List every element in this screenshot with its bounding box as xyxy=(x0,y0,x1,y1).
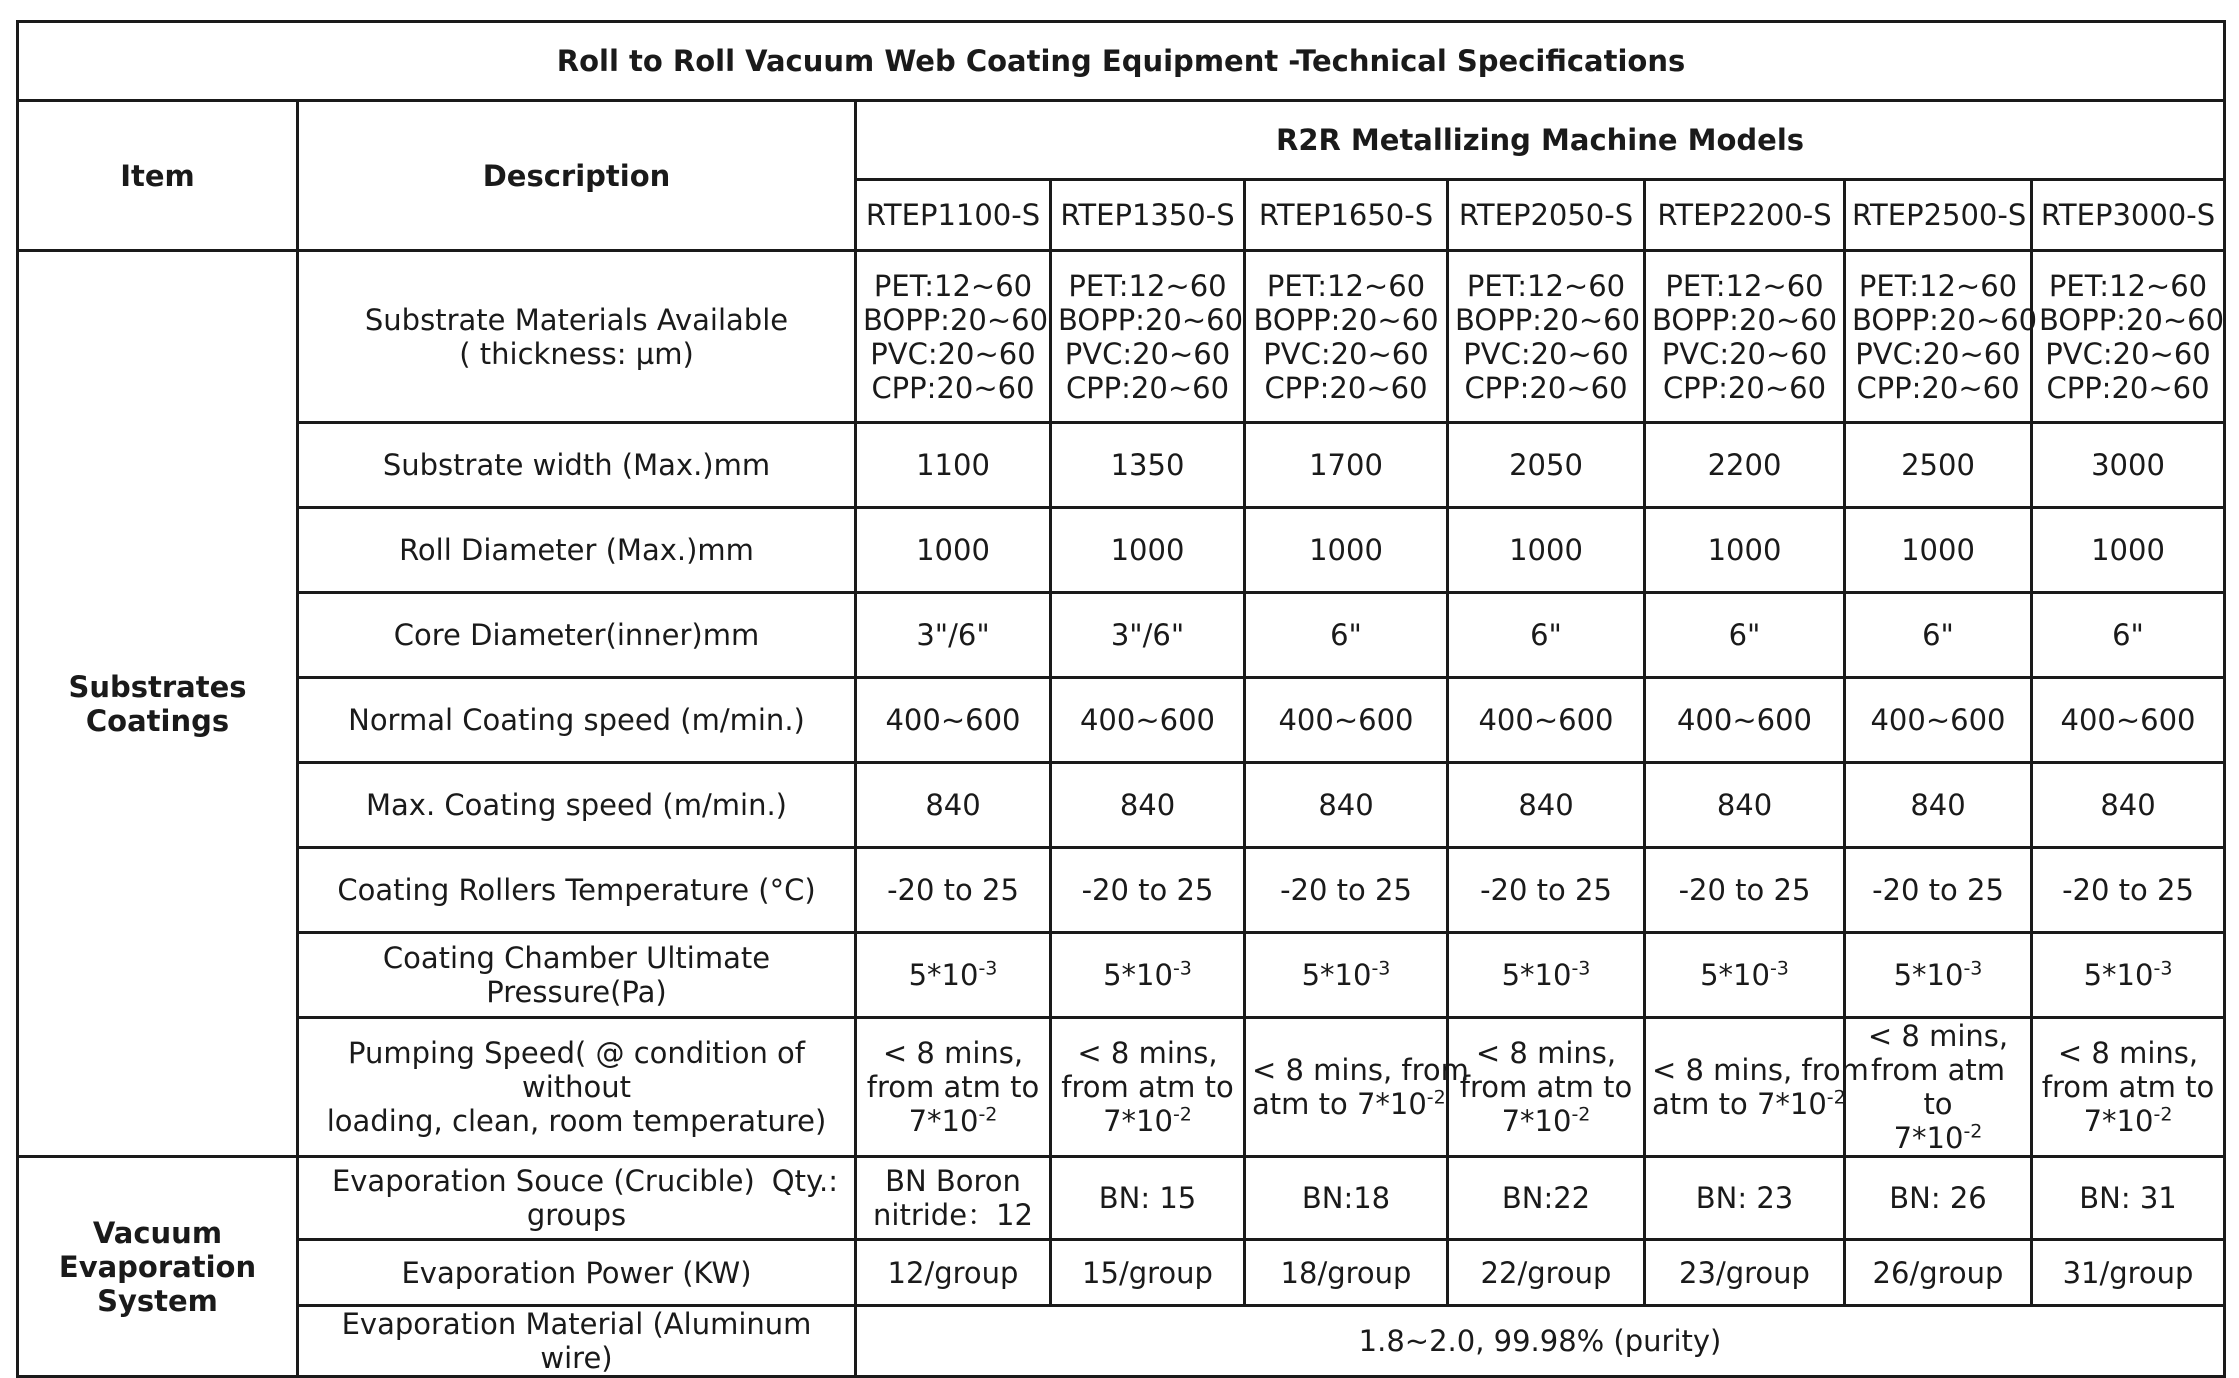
value-cell: 400~600 xyxy=(1245,678,1448,763)
desc-pumping-speed xyxy=(298,1018,856,1157)
model-header: RTEP2200-S xyxy=(1645,180,1845,251)
value-cell: 6" xyxy=(1845,593,2032,678)
value-cell: -20 to 25 xyxy=(1245,848,1448,933)
model-header: RTEP1100-S xyxy=(856,180,1051,251)
pump-line-last xyxy=(1455,1104,1637,1138)
value-cell: 26/group xyxy=(1845,1240,2032,1306)
pump-exponent: -2 xyxy=(2153,1103,2173,1126)
group-label-line: System xyxy=(97,1283,218,1318)
desc-roll-diameter: Roll Diameter (Max.)mm xyxy=(298,508,856,593)
material-line: PET:12~60 xyxy=(1068,268,1227,303)
row-evaporation-source xyxy=(18,1157,2225,1240)
desc-temperature: Coating Rollers Temperature (°C) xyxy=(298,848,856,933)
row-evaporation-power xyxy=(18,1240,2225,1306)
group-label-line: Coatings xyxy=(85,703,230,738)
pumping-cell xyxy=(856,1018,1051,1157)
pressure-base: 5*10 xyxy=(1893,958,1964,992)
value-cell: 400~600 xyxy=(1845,678,2032,763)
value-cell: 6" xyxy=(1448,593,1645,678)
material-line: PET:12~60 xyxy=(1266,268,1426,303)
value-cell: 31/group xyxy=(2032,1240,2225,1306)
group-label-line: Substrates xyxy=(68,669,247,704)
value-cell: BN:18 xyxy=(1245,1157,1448,1240)
pressure-exponent: -3 xyxy=(1963,957,1983,980)
desc-qty-label: Qty.: xyxy=(771,1164,838,1198)
pump-line: < 8 mins, xyxy=(882,1036,1024,1070)
value-cell: -20 to 25 xyxy=(856,848,1051,933)
pressure-cell xyxy=(856,933,1051,1018)
material-line: CPP:20~60 xyxy=(2046,370,2210,405)
spec-sheet xyxy=(16,20,2225,1375)
pump-base: 7*10 xyxy=(2083,1104,2154,1138)
material-line: BOPP:20~60 xyxy=(1852,302,2038,337)
pump-line: < 8 mins, xyxy=(1475,1036,1617,1070)
source-line: BN Boron xyxy=(885,1164,1021,1198)
description-header: Description xyxy=(298,101,856,251)
model-header: RTEP1350-S xyxy=(1051,180,1245,251)
materials-cell xyxy=(1645,251,1845,423)
desc-normal-speed: Normal Coating speed (m/min.) xyxy=(298,678,856,763)
value-cell: 1000 xyxy=(2032,508,2225,593)
pump-line-last xyxy=(1852,1121,2024,1155)
value-cell: 2500 xyxy=(1845,423,2032,508)
value-cell: 6" xyxy=(2032,593,2225,678)
pressure-base: 5*10 xyxy=(1103,958,1173,992)
value-cell: 840 xyxy=(1645,763,1845,848)
pressure-exponent: -3 xyxy=(1172,957,1192,980)
materials-cell xyxy=(1245,251,1448,423)
value-cell: 12/group xyxy=(856,1240,1051,1306)
pressure-exponent: -3 xyxy=(1371,957,1391,980)
group-substrates-coatings xyxy=(18,251,298,1157)
material-line: PVC:20~60 xyxy=(1661,336,1828,371)
pump-line: from atm to xyxy=(1061,1070,1234,1104)
material-line: PET:12~60 xyxy=(873,268,1033,303)
pump-exponent: -2 xyxy=(978,1103,998,1126)
row-width xyxy=(18,423,2225,508)
row-materials xyxy=(18,251,2225,423)
models-title: R2R Metallizing Machine Models xyxy=(856,101,2225,180)
desc-core-diameter: Core Diameter(inner)mm xyxy=(298,593,856,678)
value-cell: 6" xyxy=(1245,593,1448,678)
materials-cell xyxy=(856,251,1051,423)
pump-exponent: -2 xyxy=(1826,1086,1846,1109)
material-line: BOPP:20~60 xyxy=(1455,302,1641,337)
material-line: BOPP:20~60 xyxy=(1253,302,1439,337)
value-cell: 23/group xyxy=(1645,1240,1845,1306)
desc-line-first xyxy=(305,1164,848,1198)
value-cell: 2050 xyxy=(1448,423,1645,508)
row-pressure xyxy=(18,933,2225,1018)
value-cell: 840 xyxy=(1448,763,1645,848)
material-line: BOPP:20~60 xyxy=(2039,302,2225,337)
desc-line: Substrate Materials Available xyxy=(364,302,789,337)
value-cell: 840 xyxy=(2032,763,2225,848)
pressure-base: 5*10 xyxy=(908,958,979,992)
pressure-base: 5*10 xyxy=(1501,958,1572,992)
value-cell: BN: 31 xyxy=(2032,1157,2225,1240)
value-cell: -20 to 25 xyxy=(1448,848,1645,933)
value-cell: 18/group xyxy=(1245,1240,1448,1306)
pump-line-last xyxy=(1252,1086,1446,1121)
value-cell: 840 xyxy=(1051,763,1245,848)
material-line: PVC:20~60 xyxy=(1263,336,1429,371)
material-line: CPP:20~60 xyxy=(1264,370,1428,405)
value-cell: 1000 xyxy=(856,508,1051,593)
material-line: CPP:20~60 xyxy=(871,370,1035,405)
value-cell: 3"/6" xyxy=(856,593,1051,678)
title-row xyxy=(18,22,2225,101)
pumping-cell xyxy=(1845,1018,2032,1157)
pumping-cell xyxy=(1645,1018,1869,1157)
value-cell: 1000 xyxy=(1245,508,1448,593)
material-line: CPP:20~60 xyxy=(1464,370,1628,405)
model-header: RTEP2050-S xyxy=(1448,180,1645,251)
materials-cell xyxy=(1448,251,1645,423)
pump-base: atm to 7*10 xyxy=(1652,1087,1827,1121)
model-header: RTEP1650-S xyxy=(1245,180,1448,251)
desc-evaporation-material: Evaporation Material (Aluminum wire) xyxy=(298,1306,856,1377)
row-roll-diameter xyxy=(18,508,2225,593)
pressure-base: 5*10 xyxy=(2083,958,2154,992)
pump-exponent: -2 xyxy=(1963,1120,1983,1143)
pressure-exponent: -3 xyxy=(2153,957,2173,980)
pump-base: 7*10 xyxy=(908,1104,979,1138)
value-cell: 2200 xyxy=(1645,423,1845,508)
material-line: PVC:20~60 xyxy=(1064,336,1231,371)
group-label-line: Evaporation xyxy=(58,1249,257,1284)
source-line: nitride：12 xyxy=(873,1198,1033,1232)
desc-line: Pumping Speed( @ condition of without xyxy=(348,1036,805,1104)
pump-line-last xyxy=(2039,1104,2217,1138)
group-vacuum-evaporation-system xyxy=(18,1157,298,1377)
pressure-cell xyxy=(1245,933,1448,1018)
desc-line: groups xyxy=(526,1198,627,1232)
value-cell: BN: 15 xyxy=(1051,1157,1245,1240)
value-cell: 3000 xyxy=(2032,423,2225,508)
value-cell: 1100 xyxy=(856,423,1051,508)
value-cell: 6" xyxy=(1645,593,1845,678)
pump-base: 7*10 xyxy=(1103,1104,1173,1138)
pump-base: atm to 7*10 xyxy=(1252,1087,1427,1121)
pumping-cell xyxy=(1245,1018,1469,1157)
pumping-cell xyxy=(2032,1018,2225,1157)
row-max-speed xyxy=(18,763,2225,848)
pump-line: from atm to xyxy=(1459,1070,1633,1104)
pump-exponent: -2 xyxy=(1571,1103,1591,1126)
pump-base: 7*10 xyxy=(1501,1104,1572,1138)
row-normal-speed xyxy=(18,678,2225,763)
model-header: RTEP3000-S xyxy=(2032,180,2225,251)
row-pumping-speed xyxy=(18,1018,2225,1157)
material-line: CPP:20~60 xyxy=(1856,370,2020,405)
pump-line-last xyxy=(1652,1086,1846,1121)
value-cell: -20 to 25 xyxy=(1051,848,1245,933)
row-evaporation-material xyxy=(18,1306,2225,1377)
pump-line: < 8 mins, xyxy=(2057,1036,2199,1070)
material-line: PET:12~60 xyxy=(1665,268,1824,303)
value-cell: 840 xyxy=(1845,763,2032,848)
value-cell: 1350 xyxy=(1051,423,1245,508)
pump-line: from atm to xyxy=(2041,1070,2215,1104)
evaporation-material-value: 1.8~2.0, 99.98% (purity) xyxy=(856,1306,2225,1377)
value-cell xyxy=(856,1157,1051,1240)
pressure-cell xyxy=(1051,933,1245,1018)
value-cell: 1000 xyxy=(1645,508,1845,593)
value-cell: -20 to 25 xyxy=(2032,848,2225,933)
desc-pressure: Coating Chamber Ultimate Pressure(Pa) xyxy=(298,933,856,1018)
desc-evaporation-source xyxy=(298,1157,856,1240)
material-line: PVC:20~60 xyxy=(870,336,1036,371)
pressure-exponent: -3 xyxy=(1769,957,1789,980)
value-cell: 1000 xyxy=(1448,508,1645,593)
value-cell: 400~600 xyxy=(1448,678,1645,763)
desc-line: ( thickness: µm) xyxy=(459,336,694,371)
desc-source-label: Evaporation Souce (Crucible) xyxy=(331,1164,755,1198)
value-cell: 840 xyxy=(856,763,1051,848)
desc-materials xyxy=(298,251,856,423)
desc-max-speed: Max. Coating speed (m/min.) xyxy=(298,763,856,848)
value-cell: BN:22 xyxy=(1448,1157,1645,1240)
value-cell: 400~600 xyxy=(2032,678,2225,763)
pressure-exponent: -3 xyxy=(978,957,998,980)
pump-line-last xyxy=(1058,1104,1237,1138)
pressure-cell xyxy=(1448,933,1645,1018)
value-cell: 400~600 xyxy=(1051,678,1245,763)
pressure-cell xyxy=(1845,933,2032,1018)
materials-cell xyxy=(1845,251,2038,423)
pump-exponent: -2 xyxy=(1172,1103,1192,1126)
pump-line: from atm to xyxy=(1870,1053,2006,1121)
model-header: RTEP2500-S xyxy=(1845,180,2032,251)
header-row-1 xyxy=(18,101,2225,180)
pressure-base: 5*10 xyxy=(1700,958,1770,992)
group-label-line: Vacuum xyxy=(92,1215,223,1250)
material-line: BOPP:20~60 xyxy=(1058,302,1244,337)
value-cell: -20 to 25 xyxy=(1645,848,1845,933)
materials-cell xyxy=(1051,251,1245,423)
pump-line: < 8 mins, from xyxy=(1252,1053,1469,1087)
value-cell: 1000 xyxy=(1845,508,2032,593)
value-cell: 15/group xyxy=(1051,1240,1245,1306)
table-title: Roll to Roll Vacuum Web Coating Equipment -Technical Specifications xyxy=(18,22,2225,101)
value-cell: 400~600 xyxy=(856,678,1051,763)
pressure-base: 5*10 xyxy=(1301,958,1372,992)
pumping-cell xyxy=(1448,1018,1645,1157)
material-line: CPP:20~60 xyxy=(1662,370,1827,405)
row-temperature xyxy=(18,848,2225,933)
material-line: PVC:20~60 xyxy=(2045,336,2211,371)
pump-line-last xyxy=(863,1104,1043,1138)
material-line: BOPP:20~60 xyxy=(1652,302,1838,337)
pump-base: 7*10 xyxy=(1893,1121,1964,1155)
value-cell: 1000 xyxy=(1051,508,1245,593)
value-cell: 22/group xyxy=(1448,1240,1645,1306)
spec-table xyxy=(16,20,2226,1378)
pressure-exponent: -3 xyxy=(1571,957,1591,980)
desc-width: Substrate width (Max.)mm xyxy=(298,423,856,508)
pumping-cell xyxy=(1051,1018,1245,1157)
material-line: PET:12~60 xyxy=(2048,268,2208,303)
pump-line: < 8 mins, xyxy=(1077,1036,1218,1070)
value-cell: -20 to 25 xyxy=(1845,848,2032,933)
material-line: BOPP:20~60 xyxy=(863,302,1049,337)
material-line: PVC:20~60 xyxy=(1855,336,2021,371)
materials-cell xyxy=(2032,251,2225,423)
value-cell: 400~600 xyxy=(1645,678,1845,763)
value-cell: BN: 26 xyxy=(1845,1157,2032,1240)
pump-exponent: -2 xyxy=(1426,1086,1446,1109)
material-line: CPP:20~60 xyxy=(1065,370,1230,405)
pump-line: < 8 mins, xyxy=(1867,1019,2009,1053)
row-core-diameter xyxy=(18,593,2225,678)
value-cell: 3"/6" xyxy=(1051,593,1245,678)
pressure-cell xyxy=(1645,933,1845,1018)
value-cell: 840 xyxy=(1245,763,1448,848)
pump-line: < 8 mins, from xyxy=(1652,1053,1869,1087)
item-header: Item xyxy=(18,101,298,251)
pressure-cell xyxy=(2032,933,2225,1018)
desc-evaporation-power: Evaporation Power (KW) xyxy=(298,1240,856,1306)
material-line: PVC:20~60 xyxy=(1463,336,1629,371)
value-cell: 1700 xyxy=(1245,423,1448,508)
pump-line: from atm to xyxy=(866,1070,1040,1104)
material-line: PET:12~60 xyxy=(1466,268,1626,303)
desc-line: loading, clean, room temperature) xyxy=(326,1104,827,1138)
value-cell: BN: 23 xyxy=(1645,1157,1845,1240)
material-line: PET:12~60 xyxy=(1858,268,2018,303)
